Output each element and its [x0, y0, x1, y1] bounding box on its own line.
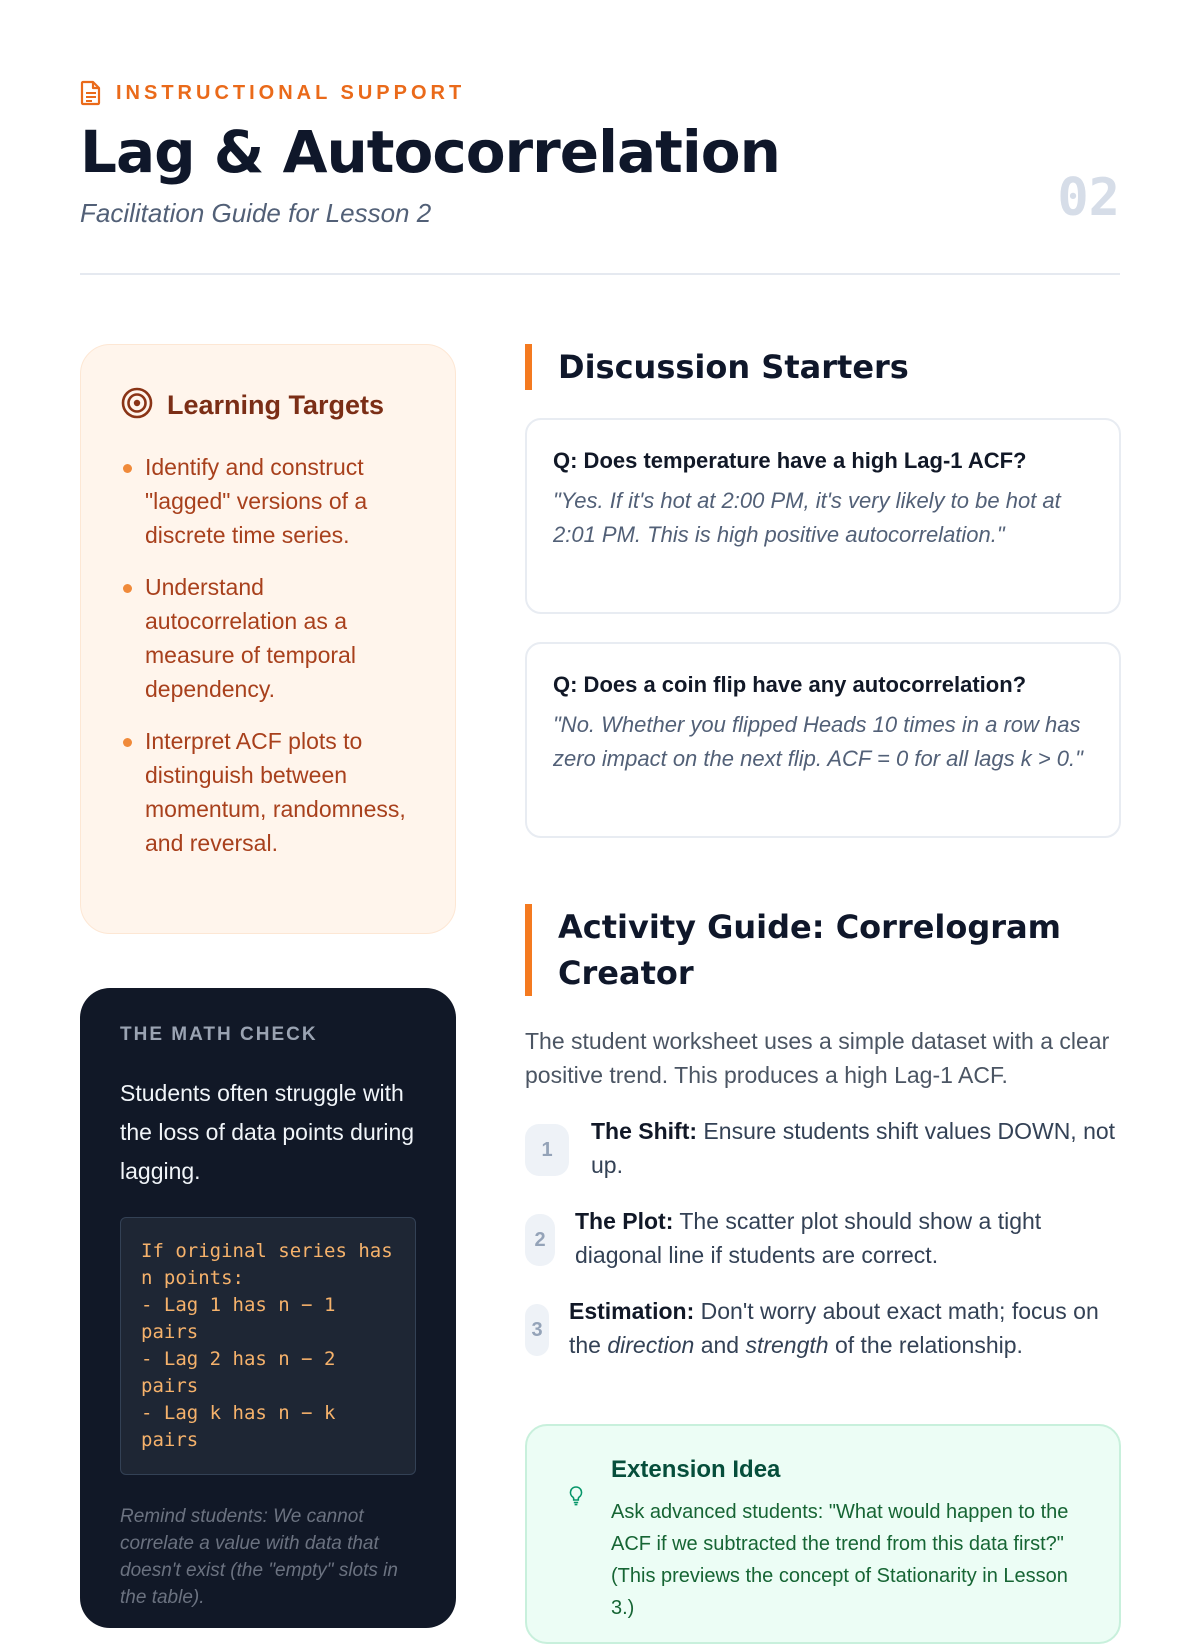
lightbulb-icon	[569, 1486, 583, 1511]
learning-targets-card	[80, 344, 456, 934]
question-text: Q: Does a coin flip have any autocorrelation?	[553, 672, 1027, 697]
target-icon	[121, 387, 153, 424]
step-body: Ensure students shift values DOWN, not up.	[591, 1118, 1116, 1178]
answer-text: "No. Whether you flipped Heads 10 times in a row has zero impact on the next flip. ACF = 0 for all lags k > 0."	[553, 712, 1083, 771]
activity-title: Activity Guide: Correlogram Creator	[558, 908, 1061, 992]
step-text	[591, 1114, 1125, 1182]
extension-row	[569, 1456, 1093, 1624]
question-card	[525, 642, 1121, 838]
code-line: - Lag 1 has n − 1 pairs	[141, 1294, 336, 1343]
step-text	[575, 1204, 1125, 1272]
page-subtitle: Facilitation Guide for Lesson 2	[80, 198, 432, 228]
math-check-label: THE MATH CHECK	[120, 1024, 318, 1045]
step-item	[525, 1294, 1125, 1362]
step-item	[525, 1204, 1125, 1272]
learning-targets-title: Learning Targets	[167, 390, 385, 420]
discussion-section-header	[525, 344, 909, 390]
list-item: Interpret ACF plots to distinguish between momentum, randomness, and reversal.	[121, 724, 415, 860]
eyebrow	[80, 80, 465, 106]
math-check-note: Remind students: We cannot correlate a value with data that doesn't exist (the "empty" slots in the table).	[120, 1506, 398, 1608]
page	[80, 0, 1120, 1619]
activity-intro: The student worksheet uses a simple dataset with a clear positive trend. This produces a high Lag-1 ACF.	[525, 1028, 1110, 1088]
extension-body	[611, 1456, 1093, 1624]
list-item: Identify and construct "lagged" versions of a discrete time series.	[121, 450, 415, 552]
extension-title: Extension Idea	[611, 1456, 781, 1483]
code-line: If original series has n points:	[141, 1240, 393, 1289]
step-body: The scatter plot should show a tight diagonal line if students are correct.	[575, 1208, 1042, 1268]
step-label: The Plot:	[575, 1208, 674, 1234]
step-number: 3	[525, 1304, 549, 1356]
step-number: 1	[525, 1124, 569, 1176]
math-check-card	[80, 988, 456, 1628]
step-body: of the relationship.	[828, 1332, 1023, 1358]
step-body: Don't worry about exact math; focus on the	[569, 1298, 1099, 1358]
eyebrow-label: INSTRUCTIONAL SUPPORT	[116, 81, 466, 104]
list-item: Understand autocorrelation as a measure of temporal dependency.	[121, 570, 415, 706]
step-emphasis: strength	[745, 1332, 829, 1358]
header-divider	[80, 273, 1120, 275]
discussion-title: Discussion Starters	[558, 348, 909, 386]
step-label: The Shift:	[591, 1118, 698, 1144]
code-line: - Lag k has n − k pairs	[141, 1402, 336, 1451]
extension-card	[525, 1424, 1121, 1644]
step-label: Estimation:	[569, 1298, 695, 1324]
step-item	[525, 1114, 1125, 1182]
question-card	[525, 418, 1121, 614]
math-check-text: Students often struggle with the loss of data points during lagging.	[120, 1080, 415, 1184]
code-line: - Lag 2 has n − 2 pairs	[141, 1348, 336, 1397]
lesson-number: 02	[1057, 168, 1120, 228]
extension-text: Ask advanced students: "What would happen to the ACF if we subtracted the trend from this data first?" (This previews the concept of Stationarity in Lesson 3.)	[611, 1501, 1069, 1619]
learning-targets-list	[121, 450, 415, 860]
step-text	[569, 1294, 1125, 1362]
question-text: Q: Does temperature have a high Lag-1 ACF?	[553, 448, 1027, 473]
document-icon	[80, 80, 102, 106]
activity-section-header	[525, 904, 1118, 996]
activity-steps	[525, 1114, 1125, 1384]
code-block	[120, 1217, 416, 1475]
answer-text: "Yes. If it's hot at 2:00 PM, it's very likely to be hot at 2:01 PM. This is high positive autocorrelation."	[553, 488, 1061, 547]
step-emphasis: direction	[607, 1332, 695, 1358]
step-body: and	[694, 1332, 746, 1358]
step-number: 2	[525, 1214, 555, 1266]
learning-targets-header	[121, 387, 415, 424]
page-title: Lag & Autocorrelation	[80, 118, 780, 186]
